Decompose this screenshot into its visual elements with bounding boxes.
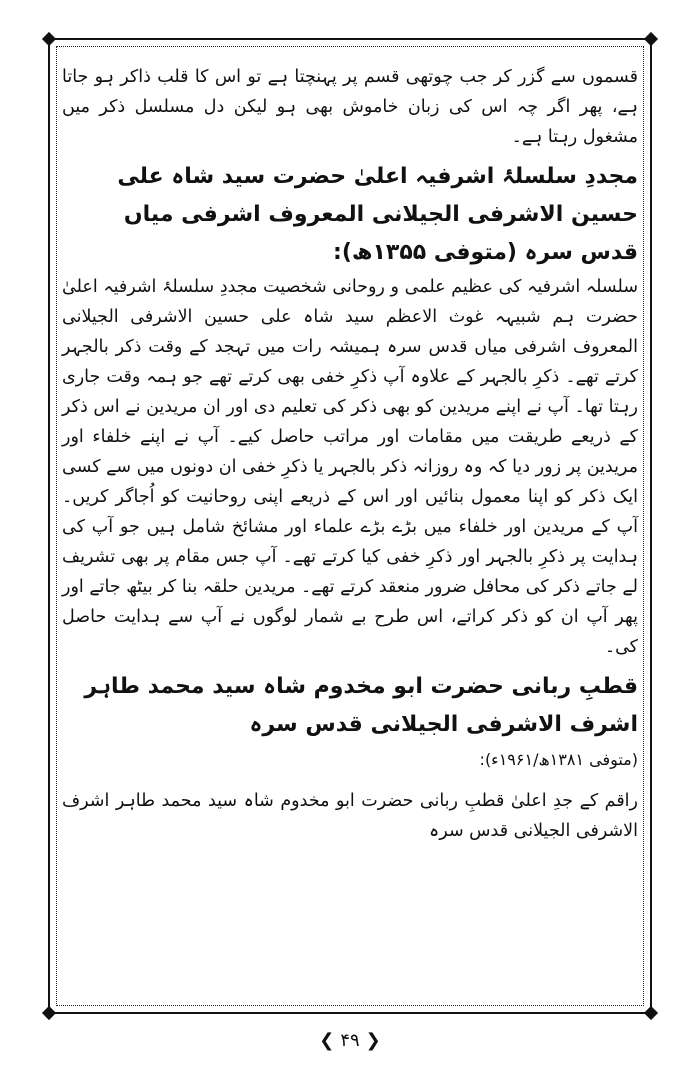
corner-ornament (644, 32, 658, 46)
paragraph-ashrafi-miyan: سلسلہ اشرفیہ کی عظیم علمی و روحانی شخصیت مجددِ سلسلۂ اشرفیہ اعلیٰ حضرت ہم شبیہہ غوث الاعظم سید شاہ علی حسین الاشرفی الجیلانی المعروف اشرفی میاں قدس سرہ ہمیشہ رات میں تہجد کے وقت ذکر بالجہر کرتے تھے۔ ذکرِ بالجہر کے علاوہ آپ ذکرِ خفی بھی کرتے تھے جو ہمہ وقت جاری رہتا تھا۔ آپ نے اپنے مریدین کو بھی ذکر کی تعلیم دی اور ان مریدین نے اس ذکر کے ذریعے طریقت میں مقامات اور مراتب حاصل کیے۔ آپ نے اپنے خلفاء اور مریدین پر زور دیا کہ وہ روزانہ ذکر بالجہر یا ذکرِ خفی ان دونوں میں سے کسی ایک ذکر کو اپنا معمول بنائیں اور اس کے ذریعے اپنی روحانیت کو اُجاگر کریں۔ آپ کے مریدین اور خلفاء میں بڑے بڑے علماء اور مشائخ شامل ہیں جو آپ کی ہدایت پر ذکرِ بالجہر اور ذکرِ خفی کیا کرتے تھے۔ آپ جس مقام پر بھی تشریف لے جاتے ذکر کی محافل ضرور منعقد کرتے تھے۔ مریدین حلقہ بنا کر بیٹھ جاتے اور پھر آپ ان کو ذکر کراتے، اس طرح بے شمار لوگوں نے آپ سے ہدایت حاصل کی۔ (62, 277, 638, 657)
corner-ornament (42, 32, 56, 46)
page-content (62, 62, 638, 1002)
ornament-icon: ❮ (365, 1030, 381, 1051)
paragraph-qutb-rabbani: راقم کے جدِ اعلیٰ قطبِ ربانی حضرت ابو مخدوم شاہ سید محمد طاہر اشرف الاشرفی الجیلانی قدس سرہ (62, 791, 638, 841)
paragraph-intro: قسموں سے گزر کر جب چوتھی قسم پر پہنچتا ہے تو اس کا قلب ذاکر ہو جاتا ہے، پھر اگر چہ اس کی زبان خاموش بھی ہو لیکن دل مسلسل ذکر میں مشغول رہتا ہے۔ (62, 67, 638, 147)
page-number-footer (0, 1030, 700, 1051)
section-heading-ashrafi-miyan: مجددِ سلسلۂ اشرفیہ اعلیٰ حضرت سید شاہ علی حسین الاشرفی الجیلانی المعروف اشرفی میاں قدس سرہ (متوفی ۱۳۵۵ھ): (117, 164, 638, 265)
page-number: ۴۹ (340, 1030, 360, 1051)
ornament-icon: ❯ (319, 1030, 335, 1051)
section-heading-qutb-rabbani: قطبِ ربانی حضرت ابو مخدوم شاہ سید محمد طاہر اشرف الاشرفی الجیلانی قدس سرہ (84, 674, 638, 737)
corner-ornament (644, 1006, 658, 1020)
corner-ornament (42, 1006, 56, 1020)
death-date: (متوفی ۱۳۸۱ھ/۱۹۶۱ء): (479, 750, 638, 769)
